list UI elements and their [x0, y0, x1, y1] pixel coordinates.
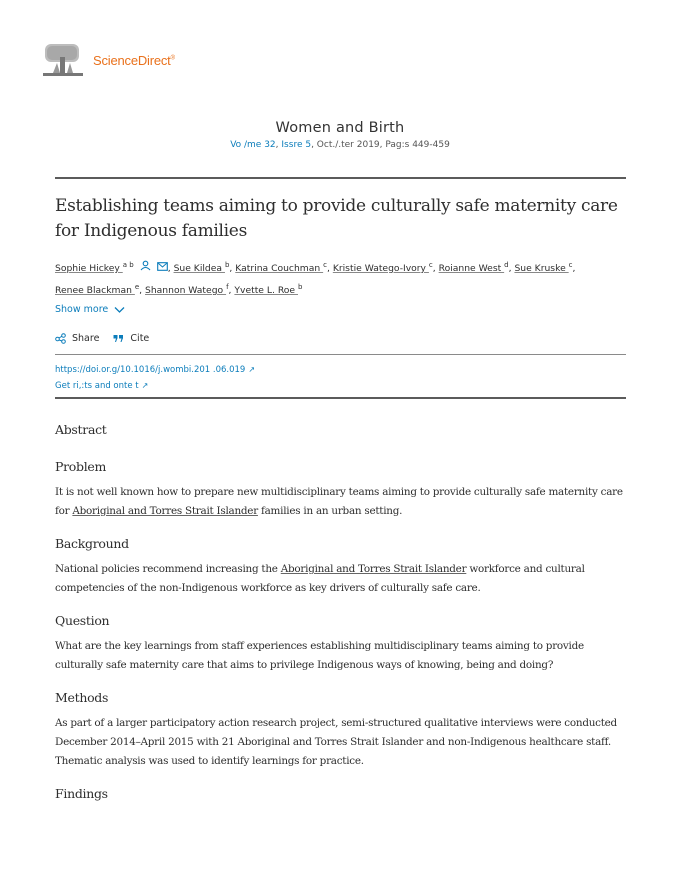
text-run: It is not well known how to prepare new multidisciplinary teams aiming to provide culturally safe maternity care for [55, 486, 623, 517]
separator: , [228, 285, 235, 297]
affiliation-marker[interactable]: b [224, 261, 230, 269]
divider [55, 397, 626, 399]
journal-title[interactable]: Women and Birth [275, 120, 405, 136]
separator: , [326, 263, 333, 275]
affiliation-marker[interactable]: d [504, 261, 509, 269]
issue-details: , Oct./.ter 2019, Pag:s 449-459 [311, 140, 450, 150]
article-title: Establishing teams aiming to provide culturally safe maternity care for Indigenous families [55, 196, 618, 241]
abstract [55, 422, 630, 810]
mail-icon[interactable] [157, 260, 168, 278]
separator: , [432, 263, 439, 275]
cite-button[interactable] [113, 333, 149, 344]
rights-text: Get ri,:ts and onte t [55, 381, 139, 391]
text-run: workforce and cultural competencies of the non-Indigenous workforce as key drivers of culturally safe care. [55, 563, 585, 594]
issue-link[interactable]: Issre 5 [281, 140, 312, 150]
section-heading: Findings [55, 786, 108, 801]
section-heading: Question [55, 613, 110, 628]
divider [55, 177, 626, 179]
section-text [55, 714, 630, 771]
term-link[interactable]: Aboriginal and Torres Strait Islander [280, 563, 467, 575]
show-more-button[interactable] [55, 304, 125, 315]
share-icon [55, 333, 66, 344]
affiliation-marker[interactable]: b [298, 283, 303, 292]
separator: , [167, 263, 174, 275]
section-heading: Problem [55, 459, 107, 474]
journal-issue-info: Vo /me 32, Issre 5, Oct./.ter 2019, Pag:s 449-459 [230, 140, 450, 150]
text-run: families in an urban setting. [257, 505, 403, 517]
author-link[interactable]: Yvette L. Roe [234, 285, 298, 297]
affiliation-marker[interactable]: c [568, 261, 573, 269]
sciencedirect-logo[interactable] [43, 43, 175, 77]
separator: , [139, 285, 146, 297]
author-link[interactable]: Katrina Couchman [235, 263, 324, 275]
brand-name: ScienceDirect® [93, 52, 175, 68]
abstract-section-problem [55, 459, 630, 521]
rights-link[interactable] [55, 378, 255, 394]
section-text [55, 560, 630, 598]
section-heading: Methods [55, 690, 109, 705]
author-list [55, 256, 635, 300]
doi-text: https://doi.or.g/10.1016/j.wombi.201 .06.019 [55, 365, 246, 375]
term-link[interactable]: Aboriginal and Torres Strait Islander [72, 505, 258, 517]
section-heading: Background [55, 536, 129, 551]
section-text [55, 483, 630, 521]
abstract-section-question [55, 613, 630, 675]
affiliation-marker[interactable]: f [226, 283, 229, 292]
share-button[interactable] [55, 333, 99, 344]
abstract-section-background [55, 536, 630, 598]
abstract-section-methods [55, 690, 630, 771]
text-run: What are the key learnings from staff experiences establishing multidisciplinary teams aiming to provide culturally safe maternity care that aims to privilege Indigenous ways of knowing, being and doing? [55, 640, 584, 671]
affiliation-marker[interactable]: a b [122, 261, 134, 269]
separator: , [229, 263, 236, 275]
section-text [55, 637, 630, 675]
text-run: National policies recommend increasing the [55, 563, 281, 575]
author-link[interactable]: Kristie Watego-Ivory [332, 263, 429, 275]
volume-link[interactable]: Vo /me 32 [230, 140, 276, 150]
doi-link[interactable] [55, 362, 255, 378]
author-link[interactable]: Sophie Hickey [55, 263, 123, 275]
external-link-icon: ↗ [141, 381, 149, 390]
divider [55, 354, 626, 355]
separator: , [572, 263, 576, 275]
share-label: Share [72, 333, 100, 344]
separator: , [508, 263, 515, 275]
chevron-down-icon [114, 306, 125, 314]
author-link[interactable]: Renee Blackman [55, 285, 135, 297]
author-link[interactable]: Sue Kildea [173, 263, 225, 275]
journal-header [0, 120, 680, 150]
affiliation-marker[interactable]: e [134, 283, 140, 292]
text-run: As part of a larger participatory action research project, semi-structured qualitative interviews were conducted December 2014–April 2015 with 21 Aboriginal and Torres Strait Islander and non-Indigenous healthcare staff. Thematic analysis was used to identify learnings for practice. [55, 717, 617, 767]
author-link[interactable]: Roianne West [438, 263, 505, 275]
external-link-icon: ↗ [248, 365, 256, 374]
author-link[interactable]: Sue Kruske [514, 263, 569, 275]
article-actions [55, 333, 163, 344]
show-more-label: Show more [55, 304, 109, 315]
abstract-heading: Abstract [55, 422, 107, 437]
cite-label: Cite [130, 333, 150, 344]
elsevier-tree-icon [43, 43, 83, 77]
article-links [55, 362, 255, 394]
affiliation-marker[interactable]: c [428, 261, 433, 269]
quote-icon [113, 334, 124, 343]
abstract-section-findings [55, 786, 630, 810]
affiliation-marker[interactable]: c [323, 261, 327, 269]
author-link[interactable]: Shannon Watego [145, 285, 227, 297]
person-icon[interactable] [140, 260, 151, 278]
